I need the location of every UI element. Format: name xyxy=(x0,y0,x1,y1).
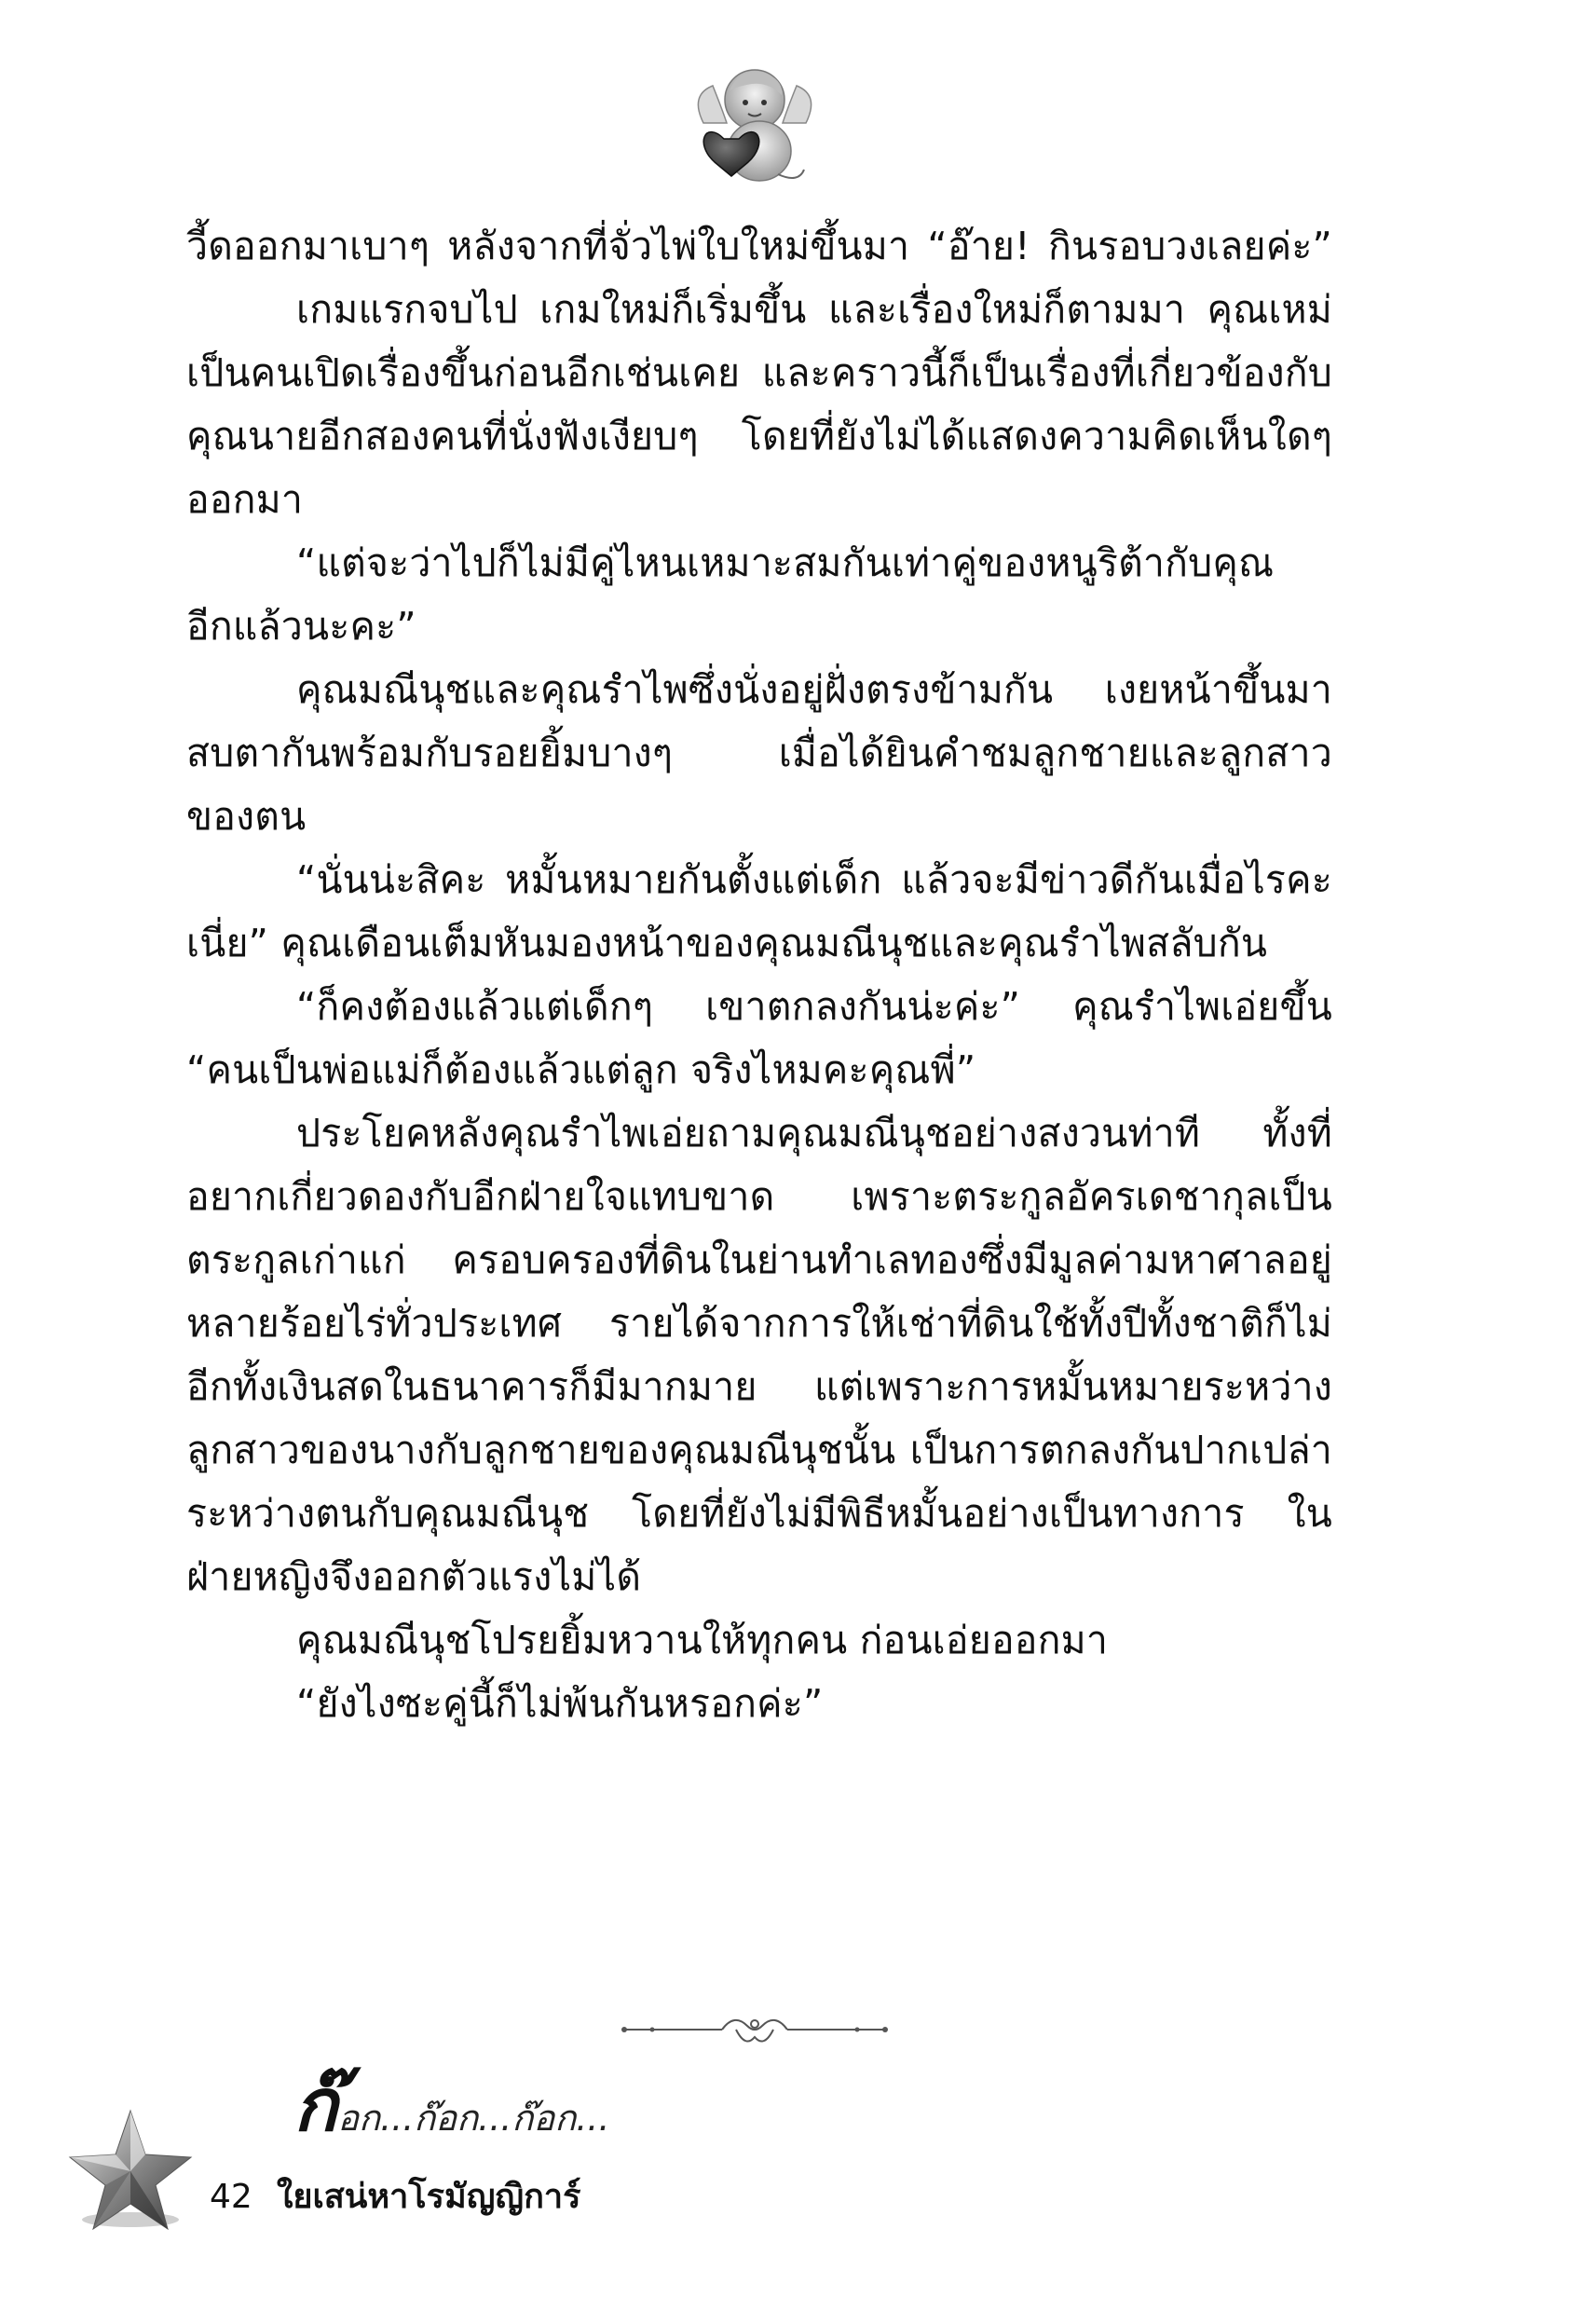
cupid-heart-icon xyxy=(685,58,825,198)
text-line: เกมแรกจบไป เกมใหม่ก็เริ่มขึ้น และเรื่องใหม่ก็ตามมา คุณเหม่ xyxy=(296,287,1332,332)
star-icon xyxy=(65,2106,196,2236)
page-number: 42 xyxy=(210,2178,252,2216)
drop-cap: ก๊ xyxy=(293,2064,338,2148)
text-line: ของตน xyxy=(186,794,307,839)
text-line: คุณมณีนุชโปรยยิ้มหวานให้ทุกคน ก่อนเอ่ยออกมา xyxy=(296,1618,1109,1662)
text-line: อีกทั้งเงินสดในธนาคารก็มีมากมาย แต่เพราะการหมั้นหมายระหว่าง xyxy=(186,1364,1332,1409)
text-line: เนี่ย” คุณเดือนเต็มหันมองหน้าของคุณมณีนุชและคุณรำไพสลับกัน xyxy=(186,921,1268,965)
ornamental-divider-icon xyxy=(615,2002,894,2058)
text-line: “ก็คงต้องแล้วแต่เด็กๆ เขาตกลงกันน่ะค่ะ” คุณรำไพเอ่ยขึ้น xyxy=(296,984,1332,1029)
scene-break-rest: อก...ก๊อก...ก๊อก... xyxy=(337,2098,610,2139)
body-text xyxy=(186,214,1332,1735)
page-footer xyxy=(210,2169,580,2222)
text-line: คุณมณีนุชและคุณรำไพซึ่งนั่งอยู่ฝั่งตรงข้ามกัน เงยหน้าขึ้นมา xyxy=(296,667,1332,712)
text-line: ประโยคหลังคุณรำไพเอ่ยถามคุณมณีนุชอย่างสงวนท่าที ทั้งที่ xyxy=(296,1111,1332,1156)
text-line: “ยังไงซะคู่นี้ก็ไม่พ้นกันหรอกค่ะ” xyxy=(296,1681,824,1726)
text-line: “แต่จะว่าไปก็ไม่มีคู่ไหนเหมาะสมกันเท่าคู่ของหนูริต้ากับคุณ xyxy=(296,540,1275,585)
text-line: ระหว่างตนกับคุณมณีนุช โดยที่ยังไม่มีพิธีหมั้นอย่างเป็นทางการ ใน xyxy=(186,1491,1332,1536)
text-line: อยากเกี่ยวดองกับอีกฝ่ายใจแทบขาด เพราะตระกูลอัครเดชากุลเป็น xyxy=(186,1174,1332,1219)
text-line: ลูกสาวของนางกับลูกชายของคุณมณีนุชนั้น เป็นการตกลงกันปากเปล่า xyxy=(186,1428,1332,1472)
text-line: สบตากันพร้อมกับรอยยิ้มบางๆ เมื่อได้ยินคำชมลูกชายและลูกสาว xyxy=(186,731,1332,775)
book-title: ใยเสน่หาโรมัญญิการ์ xyxy=(276,2178,581,2216)
text-line: เป็นคนเปิดเรื่องขึ้นก่อนอีกเช่นเคย และคราวนี้ก็เป็นเรื่องที่เกี่ยวข้องกับ xyxy=(186,350,1332,395)
text-line: วี้ดออกมาเบาๆ หลังจากที่จั่วไพ่ใบใหม่ขึ้นมา “อ๊าย! กินรอบวงเลยค่ะ” xyxy=(186,224,1332,268)
scene-break-text xyxy=(293,2064,609,2148)
text-line: ตระกูลเก่าแก่ ครอบครองที่ดินในย่านทำเลทองซึ่งมีมูลค่ามหาศาลอยู่ xyxy=(186,1238,1332,1282)
text-line: “คนเป็นพ่อแม่ก็ต้องแล้วแต่ลูก จริงไหมคะคุณพี่” xyxy=(186,1047,976,1092)
text-line: ฝ่ายหญิงจึงออกตัวแรงไม่ได้ xyxy=(186,1554,642,1599)
text-line: อีกแล้วนะคะ” xyxy=(186,604,416,649)
text-line: หลายร้อยไร่ทั่วประเทศ รายได้จากการให้เช่าที่ดินใช้ทั้งปีทั้งชาติก็ไม่ xyxy=(186,1301,1332,1346)
text-line: คุณนายอีกสองคนที่นั่งฟังเงียบๆ โดยที่ยังไม่ได้แสดงความคิดเห็นใดๆ xyxy=(186,414,1332,458)
text-line: ออกมา xyxy=(186,477,304,522)
text-line: “นั่นน่ะสิคะ หมั้นหมายกันตั้งแต่เด็ก แล้วจะมีข่าวดีกันเมื่อไรคะ xyxy=(296,857,1332,902)
